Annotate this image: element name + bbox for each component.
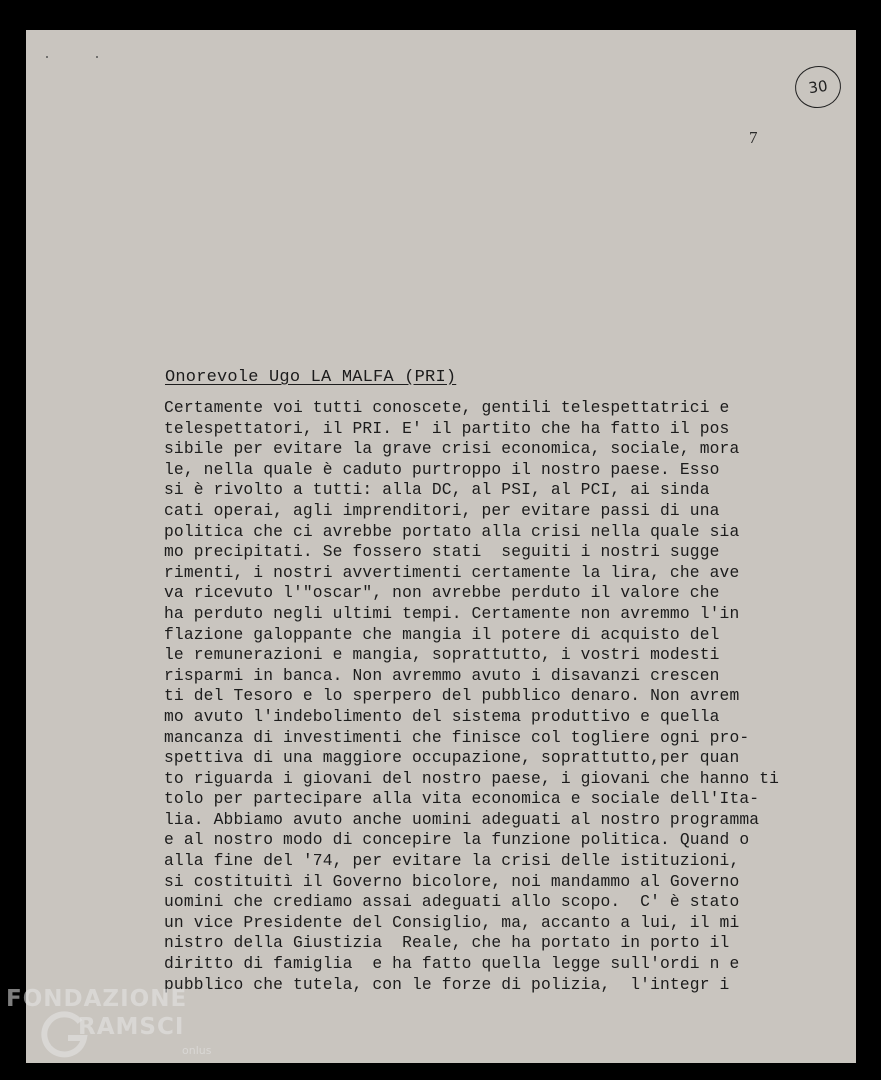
text-line: tolo per partecipare alla vita economica e sociale dell'Ita-: [164, 789, 760, 809]
text-line: flazione galoppante che mangia il potere di acquisto del: [164, 624, 720, 644]
text-line: nistro della Giustizia Reale, che ha portato in porto il: [164, 933, 730, 953]
text-line: alla fine del '74, per evitare la crisi delle istituzioni,: [164, 851, 740, 871]
paper-speck: [46, 56, 48, 58]
watermark-line2: RAMSCI: [78, 1014, 185, 1040]
text-line: si è rivolto a tutti: alla DC, al PSI, al PCI, ai sinda: [164, 480, 710, 500]
paper-speck: [96, 56, 98, 58]
text-line: le remunerazioni e mangia, soprattutto, i vostri modesti: [164, 645, 720, 665]
page-number: 7: [749, 128, 758, 147]
text-line: si costituitì il Governo bicolore, noi mandammo al Governo: [164, 871, 740, 891]
text-line: uomini che crediamo assai adeguati allo scopo. C' è stato: [164, 892, 740, 912]
archive-number: 30: [807, 76, 829, 98]
text-line: diritto di famiglia e ha fatto quella legge sull'ordi n e: [164, 954, 740, 974]
text-line: sibile per evitare la grave crisi economica, sociale, mora: [164, 439, 740, 459]
text-line: ha perduto negli ultimi tempi. Certamente non avremmo l'in: [164, 603, 740, 623]
watermark-line1: FONDAZIONE: [6, 986, 188, 1012]
text-line: mo precipitati. Se fossero stati seguiti i nostri sugge: [164, 542, 720, 562]
text-line: politica che ci avrebbe portato alla crisi nella quale sia: [164, 521, 740, 541]
text-line: Certamente voi tutti conoscete, gentili telespettatrici e: [164, 398, 730, 417]
text-line: va ricevuto l'"oscar", non avrebbe perduto il valore che: [164, 583, 720, 603]
text-line: e al nostro modo di concepire la funzione politica. Quand o: [164, 830, 750, 850]
text-line: spettiva di una maggiore occupazione, soprattutto,per quan: [164, 748, 740, 768]
text-line: ti del Tesoro e lo sperpero del pubblico denaro. Non avrem: [164, 686, 740, 706]
text-line: mancanza di investimenti che finisce col togliere ogni pro-: [164, 727, 750, 747]
speech-heading: Onorevole Ugo LA MALFA (PRI): [165, 368, 457, 387]
watermark-suffix: onlus: [182, 1044, 212, 1057]
speech-body: [164, 398, 784, 995]
text-line: le, nella quale è caduto purtroppo il nostro paese. Esso: [164, 459, 720, 479]
text-line: cati operai, agli imprenditori, per evitare passi di una: [164, 500, 720, 520]
text-line: lia. Abbiamo avuto anche uomini adeguati al nostro programma: [164, 809, 760, 829]
text-line: telespettatori, il PRI. E' il partito che ha fatto il pos: [164, 418, 730, 438]
text-line: to riguarda i giovani del nostro paese, i giovani che hanno ti: [164, 768, 780, 788]
text-line: risparmi in banca. Non avremmo avuto i disavanzi crescen: [164, 665, 720, 685]
text-line: un vice Presidente del Consiglio, ma, accanto a lui, il mi: [164, 912, 740, 932]
text-line: mo avuto l'indebolimento del sistema produttivo e quella: [164, 706, 720, 726]
fondazione-gramsci-watermark: [6, 984, 226, 1074]
text-line: pubblico che tutela, con le forze di polizia, l'integr i: [164, 974, 730, 994]
text-line: rimenti, i nostri avvertimenti certamente la lira, che ave: [164, 562, 740, 582]
